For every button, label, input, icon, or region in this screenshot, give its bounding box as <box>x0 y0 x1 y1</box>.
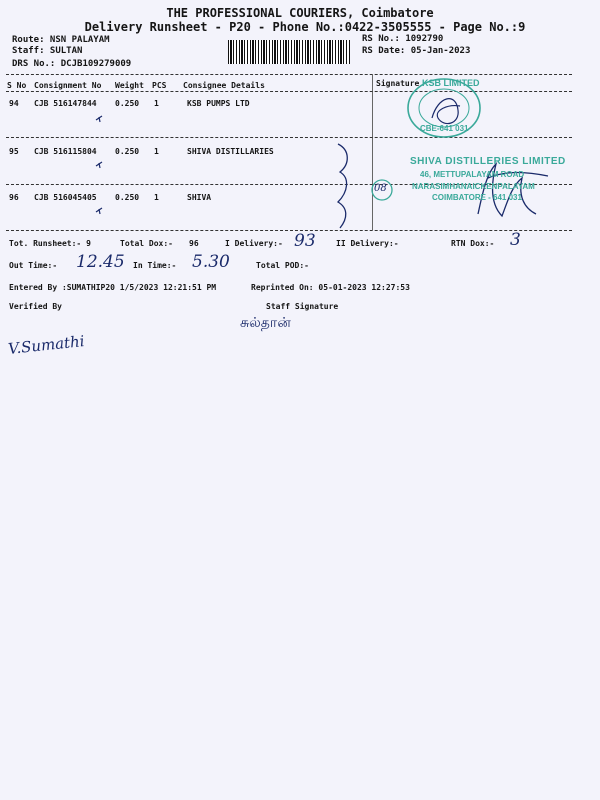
rtn-dox-label: RTN Dox:- <box>451 239 495 248</box>
col-weight: Weight <box>115 81 144 90</box>
company-title: THE PROFESSIONAL COURIERS, Coimbatore <box>166 6 434 20</box>
rtn-dox-handwritten: 3 <box>510 230 521 250</box>
out-time-label: Out Time:- <box>9 261 58 270</box>
shiva-stamp-line3: NARASIMHANAICKENPALAYAM <box>412 182 535 191</box>
row-consignment: CJB 516147844 <box>34 99 97 108</box>
ksb-stamp-top: KSB LIMITED <box>422 78 480 88</box>
tick-mark <box>96 208 102 214</box>
row-sno: 95 <box>9 147 19 156</box>
col-signature: Signature <box>376 79 420 88</box>
row-weight: 0.250 <box>115 193 140 202</box>
staff-signature: சுல்தான் <box>240 315 291 331</box>
rs-date: RS Date: 05-Jan-2023 <box>362 46 471 56</box>
row-pcs: 1 <box>154 193 159 202</box>
row-sno: 96 <box>9 193 19 202</box>
row-consignee: KSB PUMPS LTD <box>187 99 250 108</box>
rs-number: RS No.: 1092790 <box>362 34 444 44</box>
col-consignee: Consignee Details <box>183 81 265 90</box>
tick-mark <box>96 162 102 168</box>
shiva-stamp-line1: SHIVA DISTILLERIES LIMITED <box>410 156 566 167</box>
verified-by-label: Verified By <box>9 302 62 311</box>
shiva-stamp-line2: 46, METTUPALAYAM ROAD <box>420 170 525 179</box>
i-delivery-handwritten: 93 <box>294 231 316 251</box>
out-time-handwritten: 12.45 <box>76 252 125 272</box>
route: Route: NSN PALAYAM <box>12 35 110 45</box>
col-sno: S No <box>7 81 27 90</box>
i-delivery-label: I Delivery:- <box>225 239 283 248</box>
runsheet-subtitle: Delivery Runsheet - P20 - Phone No.:0422-3505555 - Page No.:9 <box>84 20 526 34</box>
reprinted-on: Reprinted On: 05-01-2023 12:27:53 <box>251 283 410 292</box>
staff-signature-label: Staff Signature <box>266 302 339 311</box>
shiva-stamp-line4: COIMBATORE - 641 031 <box>432 193 522 202</box>
tick-mark <box>96 116 102 122</box>
row-consignee: SHIVA <box>187 193 212 202</box>
total-pod-label: Total POD:- <box>256 261 309 270</box>
row-weight: 0.250 <box>115 99 140 108</box>
row-consignment: CJB 516115804 <box>34 147 97 156</box>
row-pcs: 1 <box>154 99 159 108</box>
drs-number: DRS No.: DCJB109279009 <box>12 59 132 69</box>
staff: Staff: SULTAN <box>12 46 83 56</box>
ii-delivery-label: II Delivery:- <box>336 239 399 248</box>
circle-mark-text: 08 <box>374 183 387 194</box>
total-dox-value: 96 <box>189 239 199 248</box>
in-time-handwritten: 5.30 <box>192 252 230 272</box>
col-pcs: PCS <box>152 81 167 90</box>
total-dox-label: Total Dox:- <box>120 239 173 248</box>
row-pcs: 1 <box>154 147 159 156</box>
row-weight: 0.250 <box>115 147 140 156</box>
row-consignee: SHIVA DISTILLARIES <box>187 147 274 156</box>
row-consignment: CJB 516045405 <box>34 193 97 202</box>
col-consignment: Consignment No <box>34 81 102 90</box>
verified-signature: V.Sumathi <box>7 332 86 358</box>
row-sno: 94 <box>9 99 19 108</box>
ditto-brace-mark <box>338 144 347 228</box>
tot-runsheet: Tot. Runsheet:- 9 <box>9 239 91 248</box>
ksb-stamp-bottom: CBE-641 031 <box>420 124 469 133</box>
in-time-label: In Time:- <box>133 261 177 270</box>
entered-by: Entered By :SUMATHIP20 1/5/2023 12:21:51 PM <box>9 283 217 292</box>
